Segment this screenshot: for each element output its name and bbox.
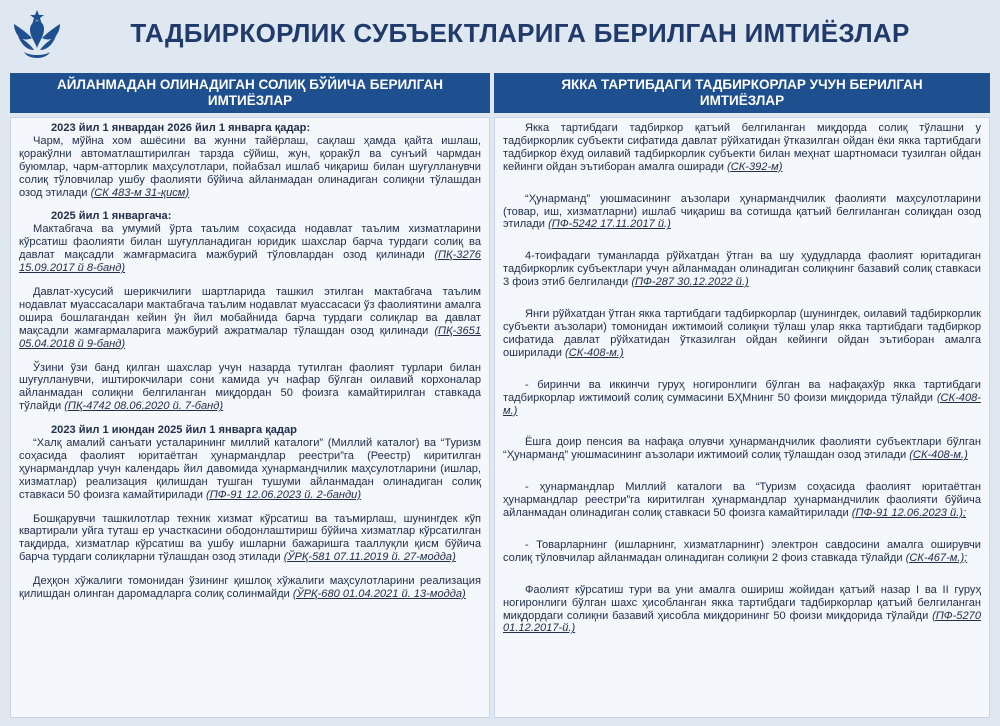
section-paragraph: Деҳқон хўжалиги томонидан ўзининг қишлоқ хўжалиги маҳсулотларини реализация қилишдан олинган даромадларга солиқ солинмайди (ЎРҚ-680 01.04.2021 й. 13-модда)	[19, 575, 481, 601]
section-paragraph: Чарм, мўйна хом ашёсини ва жунни тайёрлаш, сақлаш ҳамда қайта ишлаш, қоракўлни автоматлаштирилган тарзда сўйиш, жун, қоракўл ва сунъий чармдан буюмлар, чарм-атторлик маҳсулотлари, пойабзал ишлаб чиқариш билан шуғулланувчи солиқ тўловчилар ушбу фаолияти бўйича айланмадан олинадиган солиқни тўлашдан озод этилади (СК 483-м 31-қисм)	[19, 134, 481, 199]
benefit-paragraph: - биринчи ва иккинчи гуруҳ ногиронлиги бўлган ва нафақахўр якка тартибдаги тадбиркорлар ижтимоий солиқ суммасини БҲМнинг 50 фоизи миқдорида тўлайди (СК-408-м.)	[503, 378, 981, 417]
benefit-paragraph: - ҳунармандлар Миллий каталоги ва “Туризм соҳасида фаолият юритаётган ҳунармандлар реестри”га киритилган ҳунармандлар ҳунармандчилик фаолияти бўйича айланмадан олинадиган солиқ ставкаси 50 фоизга камайтирилади (ПФ-91 12.06.2023 й.);	[503, 481, 981, 520]
eagle-logo-icon	[10, 6, 64, 64]
page-title: ТАДБИРКОРЛИК СУБЪЕКТЛАРИГА БЕРИЛГАН ИМТИЁЗЛАР	[130, 18, 910, 48]
right-column-body	[494, 117, 990, 718]
benefit-paragraph: - Товарларнинг (ишларнинг, хизматларнинг) электрон савдосини амалга оширувчи солиқ тўловчилар айланмадан олинадиган солиқни 2 фоиз ставкада тўлайди (СК-467-м.);	[503, 538, 981, 564]
benefit-paragraph: Ёшга доир пенсия ва нафақа олувчи ҳунармандчилик фаолияти субъектлари бўлган “Ҳунарманд” уюшмасининг аъзолари ижтимоий солиқ тўлашдан озод этилади (СК-408-м.)	[503, 436, 981, 462]
section-heading: 2023 йил 1 июндан 2025 йил 1 январга қадар	[51, 424, 297, 437]
right-column-header: ЯККА ТАРТИБДАГИ ТАДБИРКОРЛАР УЧУН БЕРИЛГАН ИМТИЁЗЛАР	[494, 73, 990, 113]
section-paragraph: Мактабгача ва умумий ўрта таълим соҳасида нодавлат таълим хизматларини кўрсатиш фаолияти билан шуғулланадиган юридик шахслар барча турдаги солиқ ва давлат мақсадли жамғармасига мажбурий тўловлардан озод қилинади (ПҚ-3276 15.09.2017 й 8-банд)	[19, 223, 481, 275]
section-heading: 2023 йил 1 январдан 2026 йил 1 январга қадар:	[51, 122, 311, 134]
benefit-paragraph: 4-тоифадаги туманларда рўйхатдан ўтган ва шу ҳудудларда фаолият юритадиган тадбиркорлик субъектлари учун айланмадан олинадиган солиқнинг базавий солиқ ставкаси 3 фоиз этиб белгиланди (ПФ-287 30.12.2022 й.)	[503, 250, 981, 289]
section-paragraph: “Халқ амалий санъати усталарининг миллий каталоги” (Миллий каталог) ва “Туризм соҳасида фаолият юритаётган ҳунармандлар реестри”га (Реестр) киритилган ҳунармандлар учун календарь йил давомида ҳунармандчилик маҳсулотларини (ишлар, хизматлар) реализация қилишдан тушган тушуми айланмадан олинадиган солиқ ставкаси 50 фоизга камайтирилади (ПФ-91 12.06.2023 й. 2-банди)	[19, 437, 481, 501]
benefit-paragraph: Якка тартибдаги тадбиркор қатъий белгиланган миқдорда солиқ тўлашни у тадбиркорлик субъекти сифатида давлат рўйхатидан ўтказилган ойдан ёки якка тартибдаги тадбиркор ёхуд оилавий тадбиркорлик субъекти билан меҳнат шартномаси тузилган ойдан кейинги ойдан эътиборан амалга оширади (СК-392-м)	[503, 122, 981, 173]
section-heading: 2025 йил 1 январгача:	[51, 210, 172, 223]
left-column-header: АЙЛАНМАДАН ОЛИНАДИГАН СОЛИҚ БЎЙИЧА БЕРИЛГАН ИМТИЁЗЛАР	[10, 73, 490, 113]
benefit-paragraph: Фаолият кўрсатиш тури ва уни амалга ошириш жойидан қатъий назар I ва II гуруҳ ногиронлиги бўлган шахс ҳисобланган якка тартибдаги тадбиркорлар қатъий белгиланган миқдордаги солиқни базавий ҳисобла миқдорининг 50 фоизи миқдорида тўлайди (ПФ-5270 01.12.2017-й.)	[503, 583, 981, 635]
left-column-body	[10, 117, 490, 718]
section-paragraph: Бошқарувчи ташкилотлар техник хизмат кўрсатиш ва таъмирлаш, шунингдек кўп квартирали уйга туташ ер участкасини ободонлаштириш бўйича хизматлар кўрсатилган тақдирда, хизматлар кўрсатиш ва ушбу ишларни бажаришга тааллуқли қисм бўйича барча турдаги солиқларни тўлашдан озод этилади (ЎРҚ-581 07.11.2019 й. 27-модда)	[19, 512, 481, 564]
section-paragraph: Ўзини ўзи банд қилган шахслар учун назарда тутилган фаолият турлари билан шуғулланувчи, иштирокчилари сони камида уч нафар бўлган оилавий корхоналар айланмадан солиқни белгиланган миқдордан 50 фоизга камайтирилган ставкада тўлайди (ПҚ-4742 08.06.2020 й. 7-банд)	[19, 361, 481, 413]
benefit-paragraph: Янги рўйхатдан ўтган якка тартибдаги тадбиркорлар (шунингдек, оилавий тадбиркорлик субъекти аъзолари) томонидан ижтимоий солиқни тўлаш улар якка тартибдаги тадбиркор сифатида давлат рўйхатидан ўтказилган ойдан кейинги ойдан эътиборан амалга оширилади (СК-408-м.)	[503, 308, 981, 359]
section-paragraph: Давлат-хусусий шерикчилиги шартларида ташкил этилган мактабгача таълим нодавлат муассасалари мактабгача таълим нодавлат муассасаси ўз фаолиятини амалга ошира бошлагандан кейин ўн йил мобайнида барча турдаги солиқлар ва давлат мақсадли жамғармаларига мажбурий ажратмалар тўлашдан озод қилинади (ПҚ-3651 05.04.2018 й 9-банд)	[19, 285, 481, 350]
benefit-paragraph: “Ҳунарманд” уюшмасининг аъзолари ҳунармандчилик фаолияти маҳсулотларини (товар, иш, хизматларни) ишлаб чиқариш ва сотишда қатъий белгиланган солиқдан озод этилади (ПФ-5242 17.11.2017 й.)	[503, 192, 981, 231]
